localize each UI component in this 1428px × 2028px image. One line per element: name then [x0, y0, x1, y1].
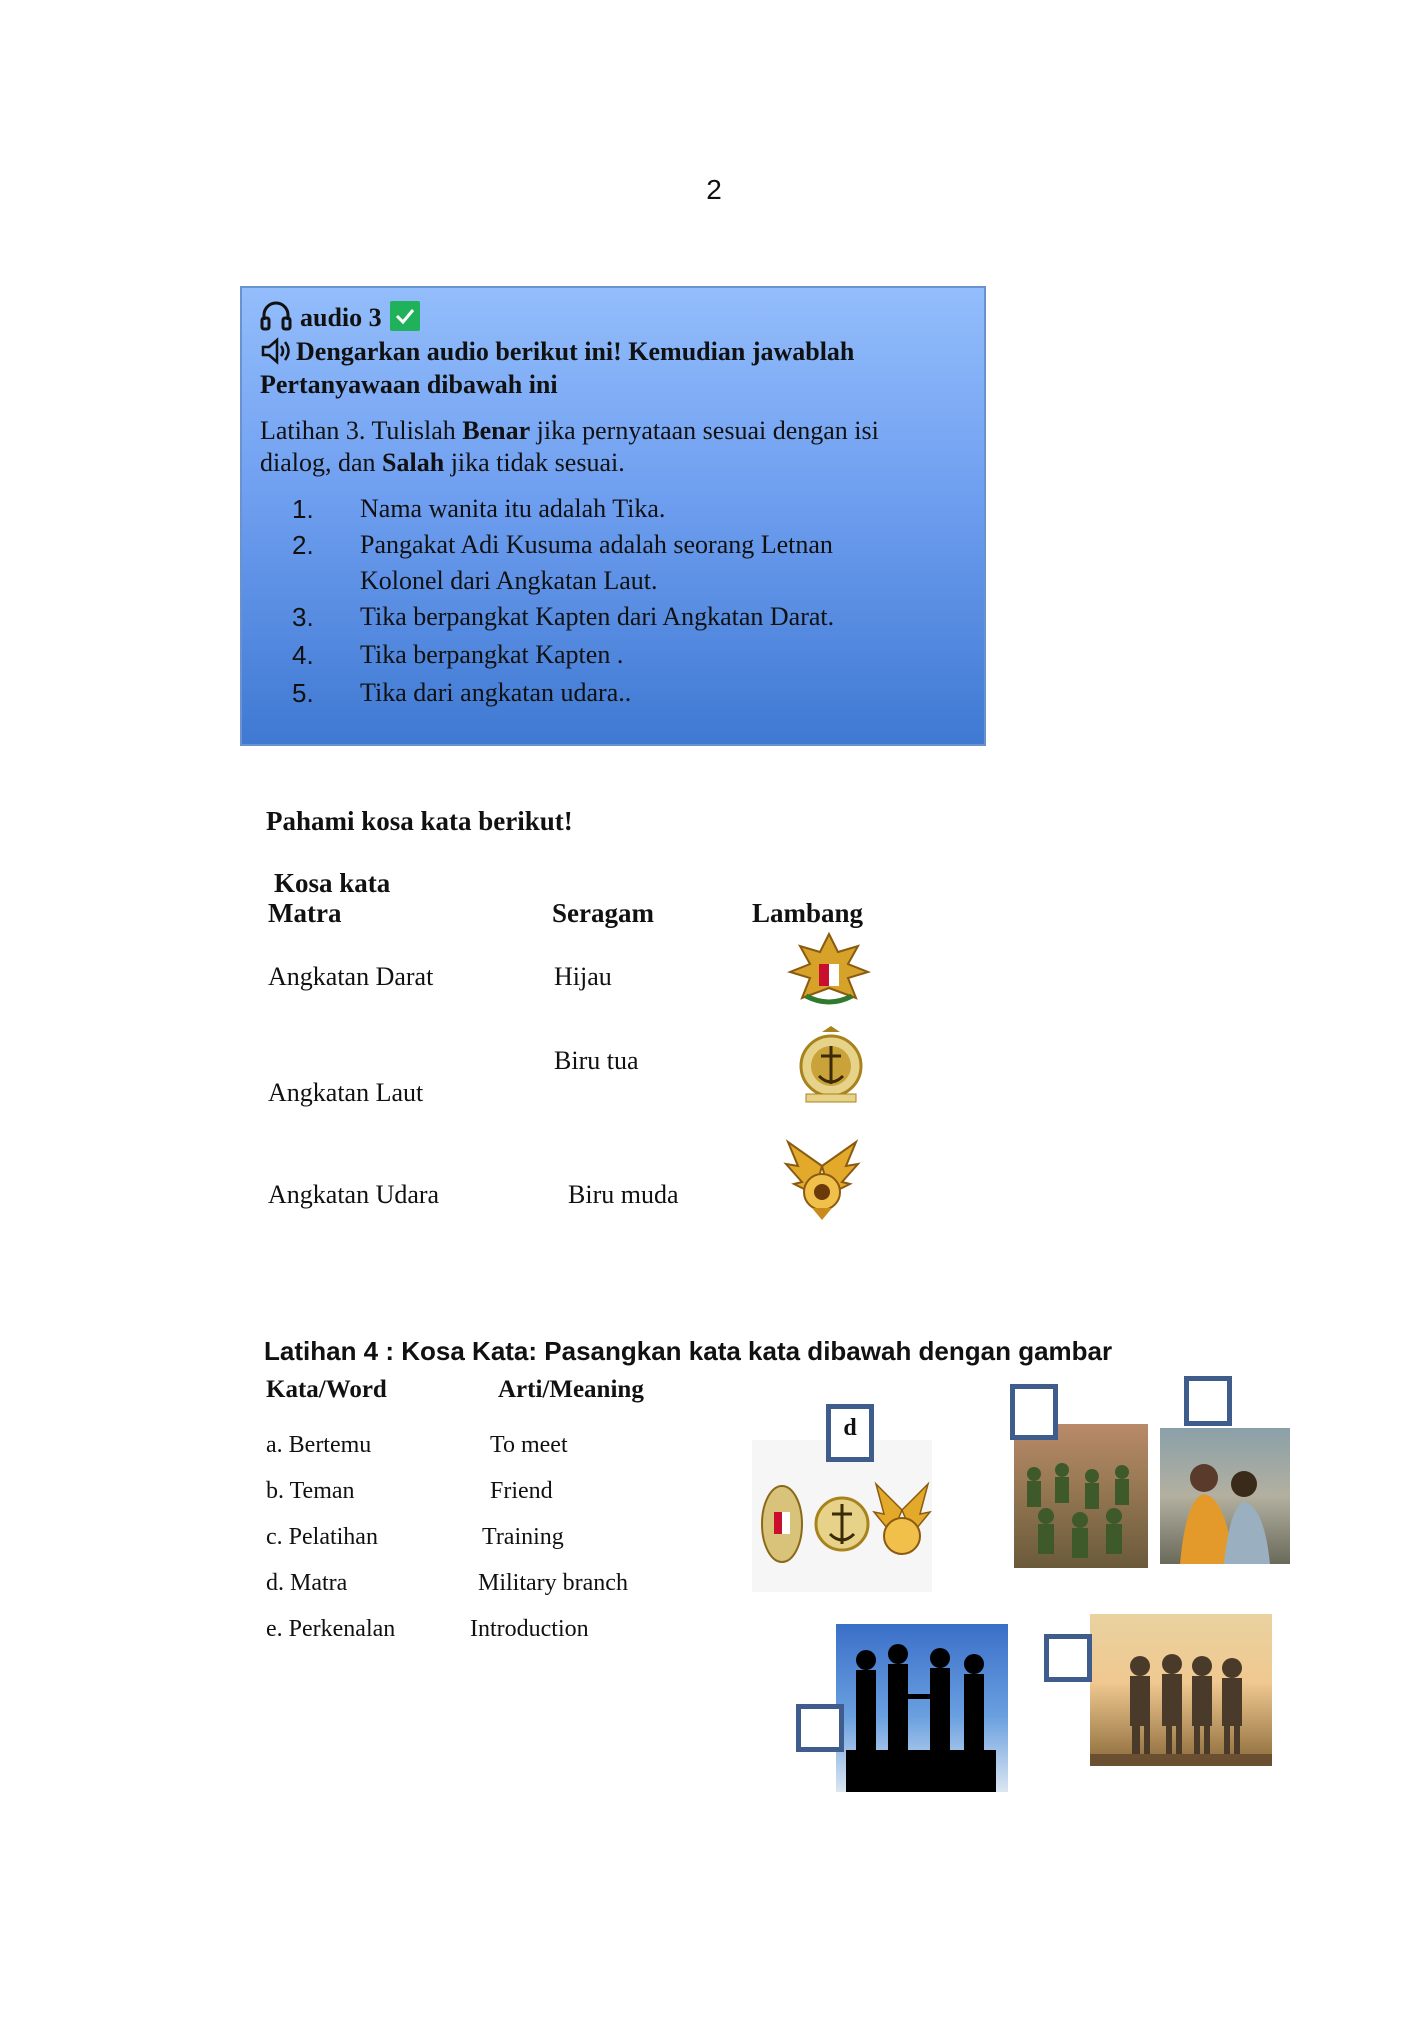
question-text-continued: Kolonel dari Angkatan Laut.: [360, 566, 658, 595]
answer-box[interactable]: [1044, 1634, 1092, 1682]
seragam-cell: Hijau: [554, 962, 612, 991]
army-emblem-icon: [786, 928, 872, 1010]
audio-title: audio 3: [300, 303, 382, 332]
answer-box[interactable]: [1184, 1376, 1232, 1426]
question-text: Nama wanita itu adalah Tika.: [360, 494, 666, 523]
seragam-cell: Biru muda: [568, 1180, 679, 1209]
task-line-1: Latihan 3. Tulislah Benar jika pernyataan sesuai dengan isi: [260, 416, 879, 445]
audio-title-line: [260, 300, 420, 333]
matra-cell: Angkatan Laut: [268, 1078, 424, 1107]
question-number: 5.: [292, 678, 314, 708]
navy-emblem-icon: [792, 1024, 870, 1108]
airforce-emblem-icon: [782, 1136, 862, 1222]
training-picture: [1014, 1424, 1148, 1568]
header-word: Kata/Word: [266, 1376, 387, 1403]
header-lambang: Lambang: [752, 898, 864, 928]
meaning-cell: Training: [482, 1524, 564, 1550]
emblems-picture: [752, 1440, 932, 1592]
seragam-cell: Biru tua: [554, 1046, 639, 1075]
question-number: 4.: [292, 640, 314, 670]
answer-box[interactable]: [826, 1404, 874, 1462]
speaker-icon: [260, 336, 296, 366]
question-text: Tika berpangkat Kapten .: [360, 640, 624, 669]
header-meaning: Arti/Meaning: [498, 1376, 644, 1403]
answer-box-label: d: [843, 1415, 857, 1441]
instruction-line-1: Dengarkan audio berikut ini! Kemudian jawablah: [260, 336, 854, 367]
header-seragam: Seragam: [552, 898, 654, 928]
audio-exercise-box: [240, 286, 986, 746]
matra-cell: Angkatan Udara: [268, 1180, 440, 1209]
meeting-picture: [1160, 1428, 1290, 1564]
word-cell: a. Bertemu: [266, 1432, 372, 1458]
headphones-icon: [260, 300, 292, 332]
question-text: Tika dari angkatan udara..: [360, 678, 632, 707]
introduction-picture: [836, 1624, 1008, 1792]
vocab-heading: Pahami kosa kata berikut!: [266, 806, 573, 836]
question-number: 3.: [292, 602, 314, 632]
task-line-2: dialog, dan Salah jika tidak sesuai.: [260, 448, 625, 477]
answer-box[interactable]: [796, 1704, 844, 1752]
meaning-cell: To meet: [490, 1432, 568, 1458]
exercise4-heading: Latihan 4 : Kosa Kata: Pasangkan kata kata dibawah dengan gambar: [264, 1336, 1113, 1366]
word-cell: d. Matra: [266, 1570, 348, 1596]
word-cell: b. Teman: [266, 1478, 355, 1504]
meaning-cell: Friend: [490, 1478, 553, 1504]
question-number: 2.: [292, 530, 314, 560]
vocab-table-title: Kosa kata: [274, 868, 391, 898]
friends-picture: [1090, 1614, 1272, 1766]
page-number: 2: [706, 174, 722, 205]
header-matra: Matra: [268, 898, 342, 928]
question-number: 1.: [292, 494, 314, 524]
word-cell: c. Pelatihan: [266, 1524, 378, 1550]
question-text: Pangakat Adi Kusuma adalah seorang Letnan: [360, 530, 833, 559]
checkmark-icon: [390, 301, 420, 331]
word-cell: e. Perkenalan: [266, 1616, 396, 1642]
meaning-cell: Introduction: [470, 1616, 589, 1642]
meaning-cell: Military branch: [478, 1570, 628, 1596]
instruction-line-2: Pertanyawaan dibawah ini: [260, 370, 558, 399]
question-text: Tika berpangkat Kapten dari Angkatan Darat.: [360, 602, 835, 631]
matra-cell: Angkatan Darat: [268, 962, 434, 991]
answer-box[interactable]: [1010, 1384, 1058, 1440]
